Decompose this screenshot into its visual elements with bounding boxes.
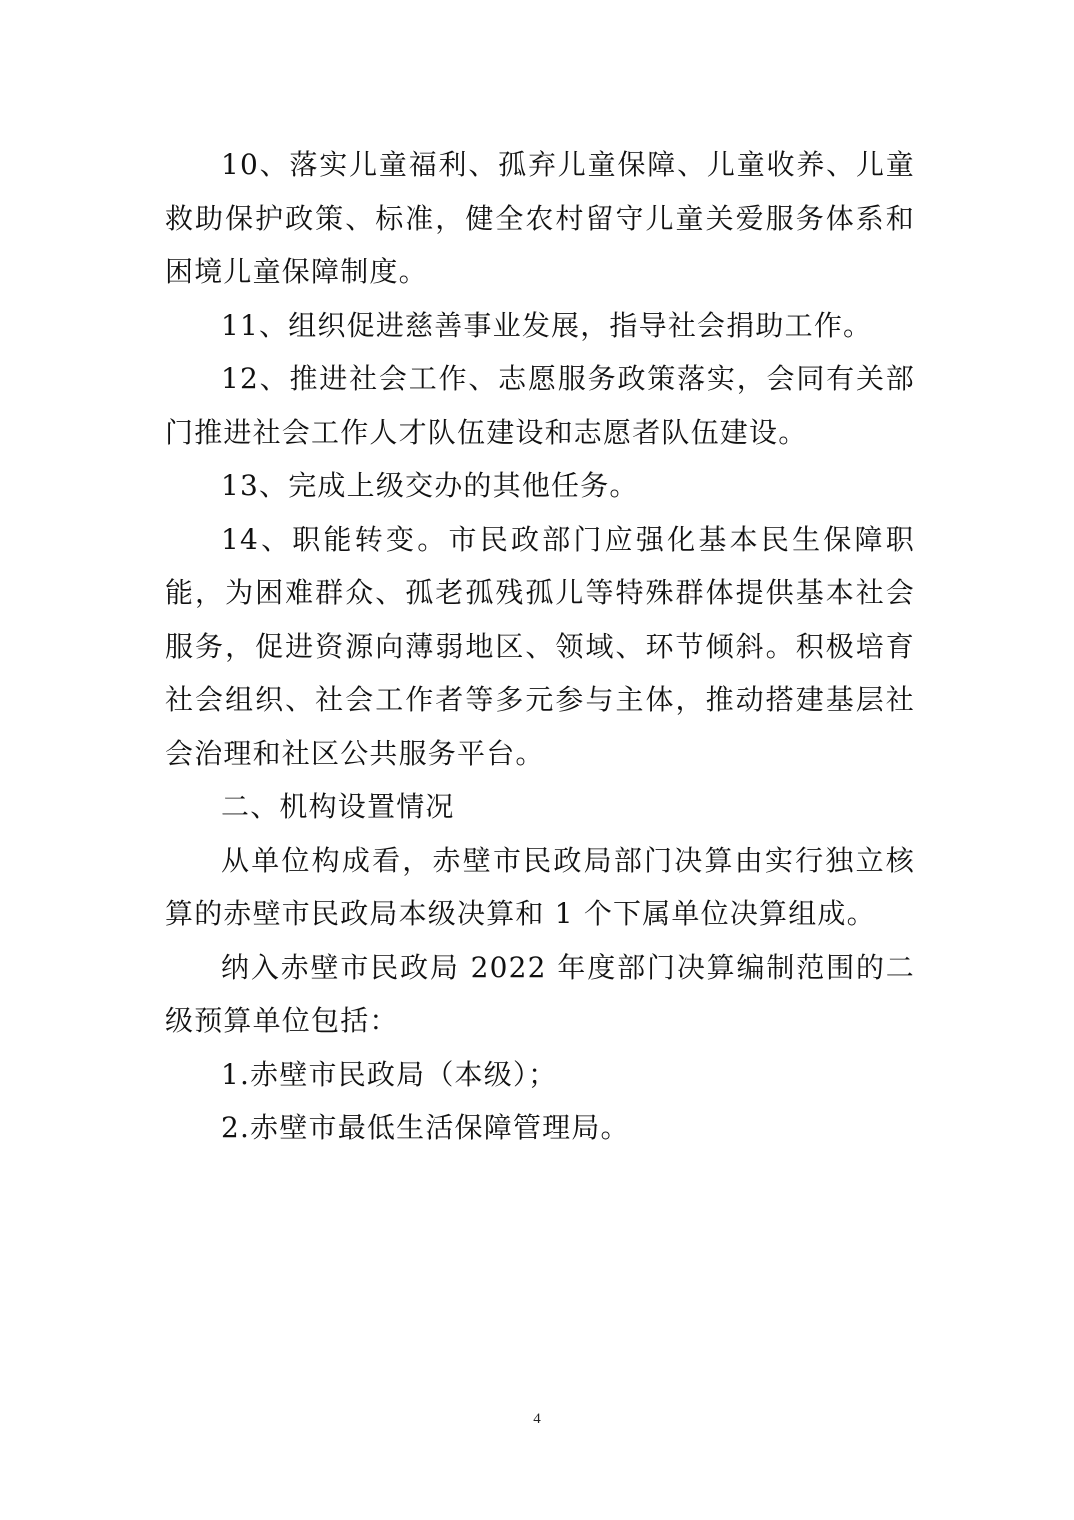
list-item-unit-2: 2.赤壁市最低生活保障管理局。	[221, 1111, 630, 1144]
page-number: 4	[533, 1411, 541, 1427]
paragraph-budget-scope: 纳入赤壁市民政局 2022 年度部门决算编制范围的二级预算单位包括：	[165, 950, 915, 1037]
paragraph-item-14-function-change: 14、职能转变。市民政部门应强化基本民生保障职能，为困难群众、孤老孤残孤儿等特殊群体提供基本社会服务，促进资源向薄弱地区、领域、环节倾斜。积极培育社会组织、社会工作者等多元参与主体，推动搭建基层社会治理和社区公共服务平台。	[165, 522, 915, 770]
paragraph-unit-composition: 从单位构成看，赤壁市民政局部门决算由实行独立核算的赤壁市民政局本级决算和 1 个下属单位决算组成。	[165, 843, 915, 930]
paragraph-item-13-other-tasks: 13、完成上级交办的其他任务。	[221, 469, 639, 502]
paragraph-item-12-social-work: 12、推进社会工作、志愿服务政策落实，会同有关部门推进社会工作人才队伍建设和志愿者队伍建设。	[165, 362, 915, 449]
document-body	[165, 138, 915, 1155]
section-heading-organization: 二、机构设置情况	[221, 790, 455, 823]
paragraph-item-11-charity: 11、组织促进慈善事业发展，指导社会捐助工作。	[221, 308, 873, 342]
paragraph-item-10-child-welfare: 10、落实儿童福利、孤弃儿童保障、儿童收养、儿童救助保护政策、标准，健全农村留守儿童关爱服务体系和困境儿童保障制度。	[165, 148, 915, 288]
list-item-unit-1: 1.赤壁市民政局（本级）；	[221, 1057, 558, 1091]
